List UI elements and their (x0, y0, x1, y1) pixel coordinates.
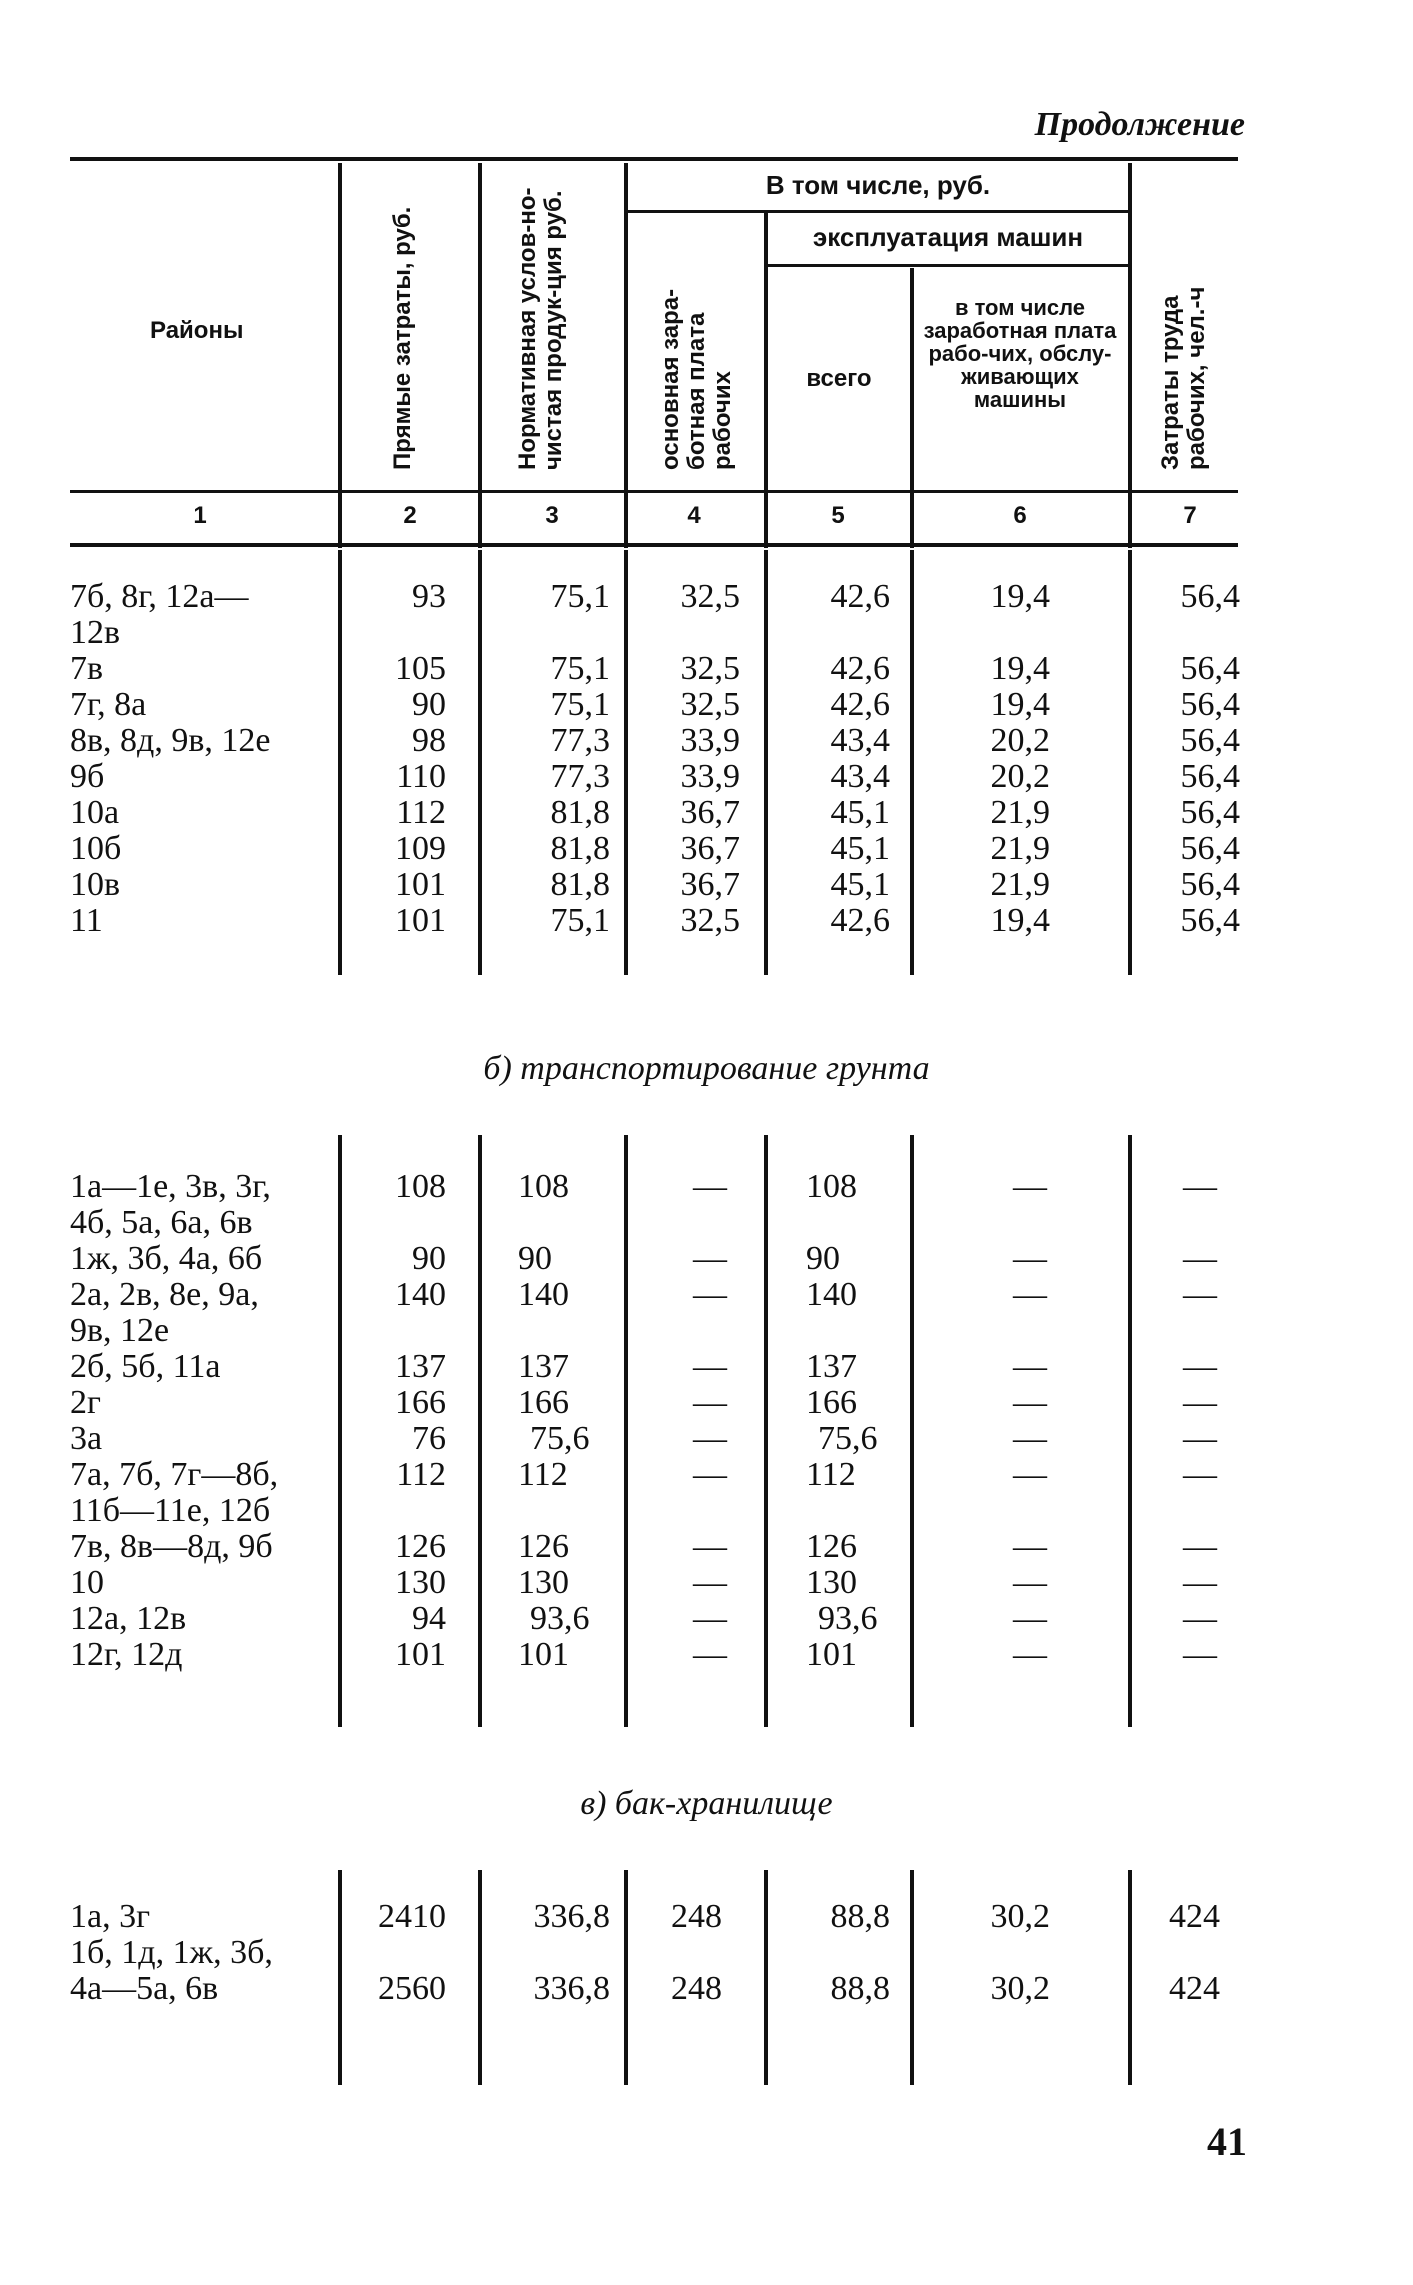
dash-cell: — (1183, 1384, 1217, 1421)
direct-costs-cell: 76 (412, 1420, 446, 1457)
normative-cell: 77,3 (550, 758, 610, 795)
colnum-bottom-rule (70, 543, 1238, 547)
colnum-2: 2 (403, 502, 417, 529)
labor-cell: 56,4 (1180, 758, 1240, 795)
direct-costs-cell: 98 (412, 722, 446, 759)
labor-cell: 56,4 (1180, 866, 1240, 903)
base-wage-cell: 32,5 (680, 650, 740, 687)
section-b-title: б) транспортирование грунта (483, 1050, 930, 1087)
header-districts: Районы (150, 317, 244, 344)
direct-costs-cell: 101 (395, 1636, 446, 1673)
direct-costs-cell: 108 (395, 1168, 446, 1205)
district-cell: 1а, 3г (70, 1898, 151, 1935)
base-wage-cell: 36,7 (680, 866, 740, 903)
machines-total-cell: 43,4 (830, 722, 890, 759)
labor-cell: 56,4 (1180, 830, 1240, 867)
section-c-title: в) бак-хранилище (580, 1785, 833, 1822)
dash-cell: — (1183, 1456, 1217, 1493)
direct-costs-cell: 90 (412, 686, 446, 723)
direct-costs-cell: 137 (395, 1348, 446, 1385)
header-vline-2 (478, 163, 482, 548)
table-row (0, 1564, 1413, 1600)
header-direct-costs: Прямые затраты, руб. (389, 206, 416, 470)
dash-cell: — (1183, 1600, 1217, 1637)
table-row (0, 1240, 1413, 1276)
base-wage-cell: 32,5 (680, 902, 740, 939)
machines-total-cell: 137 (806, 1348, 857, 1385)
direct-costs-cell: 126 (395, 1528, 446, 1565)
header-vline-6 (1128, 163, 1132, 548)
direct-costs-cell: 101 (395, 902, 446, 939)
colnum-4: 4 (687, 502, 701, 529)
dash-cell: — (1183, 1276, 1217, 1313)
colnum-1: 1 (193, 502, 207, 529)
machines-wage-cell: 19,4 (990, 686, 1050, 723)
machines-total-cell: 88,8 (830, 1970, 890, 2007)
header-bottom-rule (70, 490, 1238, 493)
machines-total-cell: 166 (806, 1384, 857, 1421)
direct-costs-cell: 140 (395, 1276, 446, 1313)
normative-cell: 81,8 (550, 794, 610, 831)
labor-cell: 56,4 (1180, 686, 1240, 723)
district-cell: 11б—11е, 12б (70, 1492, 271, 1529)
header-vline-5 (910, 268, 914, 548)
header-labor-costs: Затраты труда рабочих, чел.-ч (1157, 286, 1210, 470)
machines-total-cell: 90 (806, 1240, 840, 1277)
district-cell: 9в, 12е (70, 1312, 170, 1349)
dash-cell: — (693, 1600, 727, 1637)
page-number: 41 (1207, 2119, 1247, 2164)
normative-cell: 130 (518, 1564, 569, 1601)
machines-subrule (768, 264, 1128, 267)
dash-cell: — (1183, 1240, 1217, 1277)
district-cell: 1б, 1д, 1ж, 3б, (70, 1934, 273, 1971)
base-wage-cell: 33,9 (680, 722, 740, 759)
table-row (0, 1898, 1413, 1934)
base-wage-cell: 36,7 (680, 794, 740, 831)
labor-cell: 424 (1169, 1970, 1220, 2007)
direct-costs-cell: 101 (395, 866, 446, 903)
machines-wage-cell: 21,9 (990, 830, 1050, 867)
machines-total-cell: 45,1 (830, 830, 890, 867)
normative-cell: 140 (518, 1276, 569, 1313)
labor-cell: 56,4 (1180, 794, 1240, 831)
district-cell: 11 (70, 902, 103, 939)
header-base-wage: основная зара-ботная плата рабочих (657, 288, 736, 470)
colnum-3: 3 (545, 502, 559, 529)
continuation-label: Продолжение (1034, 106, 1245, 143)
dash-cell: — (1013, 1528, 1047, 1565)
district-cell: 2г (70, 1384, 101, 1421)
direct-costs-cell: 166 (395, 1384, 446, 1421)
header-machine-operation: эксплуатация машин (812, 222, 1084, 252)
dash-cell: — (1013, 1420, 1047, 1457)
base-wage-cell: 32,5 (680, 578, 740, 615)
dash-cell: — (1183, 1348, 1217, 1385)
normative-cell: 93,6 (530, 1600, 590, 1637)
district-cell: 12а, 12в (70, 1600, 187, 1637)
machines-total-cell: 42,6 (830, 650, 890, 687)
normative-cell: 336,8 (533, 1898, 610, 1935)
table-row-continuation (0, 1312, 1413, 1348)
direct-costs-cell: 90 (412, 1240, 446, 1277)
direct-costs-cell: 2560 (378, 1970, 446, 2007)
machines-wage-cell: 20,2 (990, 758, 1050, 795)
table-row (0, 794, 1413, 830)
machines-wage-cell: 19,4 (990, 650, 1050, 687)
table-top-rule (70, 157, 1238, 161)
header-normative-product: Нормативная услов-но-чистая продук-ция руб. (514, 187, 567, 470)
table-row (0, 1420, 1413, 1456)
machines-total-cell: 45,1 (830, 794, 890, 831)
district-cell: 12г, 12д (70, 1636, 183, 1673)
table-row (0, 902, 1413, 938)
dash-cell: — (693, 1456, 727, 1493)
district-cell: 10 (70, 1564, 104, 1601)
dash-cell: — (693, 1168, 727, 1205)
table-row (0, 1168, 1413, 1204)
district-cell: 10в (70, 866, 121, 903)
table-row (0, 1600, 1413, 1636)
table-row (0, 722, 1413, 758)
normative-cell: 75,1 (550, 902, 610, 939)
dash-cell: — (693, 1636, 727, 1673)
dash-cell: — (1013, 1456, 1047, 1493)
machines-total-cell: 93,6 (818, 1600, 878, 1637)
table-row (0, 686, 1413, 722)
dash-cell: — (1013, 1348, 1047, 1385)
labor-cell: 56,4 (1180, 578, 1240, 615)
direct-costs-cell: 110 (396, 758, 446, 795)
dash-cell: — (1183, 1420, 1217, 1457)
table-row-continuation (0, 614, 1413, 650)
base-wage-cell: 33,9 (680, 758, 740, 795)
district-cell: 4а—5а, 6в (70, 1970, 219, 2007)
machines-total-cell: 45,1 (830, 866, 890, 903)
district-cell: 8в, 8д, 9в, 12е (70, 722, 271, 759)
district-cell: 2б, 5б, 11а (70, 1348, 221, 1385)
machines-total-cell: 108 (806, 1168, 857, 1205)
direct-costs-cell: 2410 (378, 1898, 446, 1935)
machines-total-cell: 88,8 (830, 1898, 890, 1935)
table-row (0, 1636, 1413, 1672)
machines-wage-cell: 19,4 (990, 578, 1050, 615)
direct-costs-cell: 112 (396, 1456, 446, 1493)
machines-wage-cell: 19,4 (990, 902, 1050, 939)
district-cell: 7г, 8а (70, 686, 147, 723)
machines-wage-cell: 21,9 (990, 866, 1050, 903)
machines-total-cell: 112 (806, 1456, 856, 1493)
district-cell: 7в, 8в—8д, 9б (70, 1528, 273, 1565)
dash-cell: — (1013, 1384, 1047, 1421)
machines-total-cell: 126 (806, 1528, 857, 1565)
normative-cell: 75,6 (530, 1420, 590, 1457)
table-row (0, 1348, 1413, 1384)
district-cell: 3а (70, 1420, 103, 1457)
base-wage-cell: 248 (671, 1970, 722, 2007)
district-cell: 1а—1е, 3в, 3г, (70, 1168, 271, 1205)
machines-wage-cell: 30,2 (990, 1898, 1050, 1935)
machines-total-cell: 42,6 (830, 578, 890, 615)
table-row (0, 758, 1413, 794)
normative-cell: 166 (518, 1384, 569, 1421)
dash-cell: — (1013, 1276, 1047, 1313)
dash-cell: — (1013, 1240, 1047, 1277)
dash-cell: — (1183, 1168, 1217, 1205)
dash-cell: — (693, 1528, 727, 1565)
dash-cell: — (1013, 1636, 1047, 1673)
machines-total-cell: 130 (806, 1564, 857, 1601)
table-row (0, 1528, 1413, 1564)
dash-cell: — (1183, 1564, 1217, 1601)
colnum-5: 5 (831, 502, 845, 529)
table-row (0, 866, 1413, 902)
district-cell: 2а, 2в, 8е, 9а, (70, 1276, 259, 1313)
machines-total-cell: 101 (806, 1636, 857, 1673)
machines-total-cell: 42,6 (830, 686, 890, 723)
header-total: всего (806, 365, 872, 392)
dash-cell: — (693, 1276, 727, 1313)
district-cell: 10а (70, 794, 120, 831)
direct-costs-cell: 109 (395, 830, 446, 867)
base-wage-cell: 36,7 (680, 830, 740, 867)
normative-cell: 126 (518, 1528, 569, 1565)
labor-cell: 56,4 (1180, 650, 1240, 687)
table-row (0, 1384, 1413, 1420)
direct-costs-cell: 94 (412, 1600, 446, 1637)
dash-cell: — (1013, 1600, 1047, 1637)
table-row-continuation (0, 1204, 1413, 1240)
dash-cell: — (1013, 1564, 1047, 1601)
including-subrule (628, 210, 1128, 213)
table-row (0, 830, 1413, 866)
table-row (0, 1456, 1413, 1492)
dash-cell: — (1183, 1528, 1217, 1565)
dash-cell: — (693, 1348, 727, 1385)
district-cell: 1ж, 3б, 4а, 6б (70, 1240, 263, 1277)
machines-total-cell: 140 (806, 1276, 857, 1313)
table-row (0, 1970, 1413, 2006)
district-cell: 10б (70, 830, 122, 867)
normative-cell: 75,1 (550, 650, 610, 687)
colnum-7: 7 (1183, 502, 1197, 529)
normative-cell: 81,8 (550, 866, 610, 903)
table-row (0, 650, 1413, 686)
header-vline-1 (338, 163, 342, 548)
table-row (0, 578, 1413, 614)
labor-cell: 424 (1169, 1898, 1220, 1935)
header-vline-3 (624, 163, 628, 548)
base-wage-cell: 32,5 (680, 686, 740, 723)
normative-cell: 75,1 (550, 686, 610, 723)
dash-cell: — (693, 1564, 727, 1601)
dash-cell: — (693, 1240, 727, 1277)
district-cell: 7б, 8г, 12а— (70, 578, 249, 615)
colnum-6: 6 (1013, 502, 1027, 529)
district-cell: 7в (70, 650, 104, 687)
labor-cell: 56,4 (1180, 722, 1240, 759)
normative-cell: 77,3 (550, 722, 610, 759)
labor-cell: 56,4 (1180, 902, 1240, 939)
table-row-continuation (0, 1492, 1413, 1528)
machines-total-cell: 43,4 (830, 758, 890, 795)
machines-total-cell: 75,6 (818, 1420, 878, 1457)
normative-cell: 101 (518, 1636, 569, 1673)
direct-costs-cell: 105 (395, 650, 446, 687)
direct-costs-cell: 130 (395, 1564, 446, 1601)
header-wage-machine: в том числе заработная плата рабо-чих, обслу-живающих машины (923, 295, 1117, 412)
normative-cell: 90 (518, 1240, 552, 1277)
direct-costs-cell: 93 (412, 578, 446, 615)
district-cell: 9б (70, 758, 105, 795)
direct-costs-cell: 112 (396, 794, 446, 831)
base-wage-cell: 248 (671, 1898, 722, 1935)
dash-cell: — (693, 1384, 727, 1421)
dash-cell: — (693, 1420, 727, 1457)
machines-wage-cell: 20,2 (990, 722, 1050, 759)
district-cell: 12в (70, 614, 121, 651)
district-cell: 4б, 5а, 6а, 6в (70, 1204, 253, 1241)
machines-wage-cell: 21,9 (990, 794, 1050, 831)
table-row-continuation (0, 1934, 1413, 1970)
normative-cell: 81,8 (550, 830, 610, 867)
machines-wage-cell: 30,2 (990, 1970, 1050, 2007)
machines-total-cell: 42,6 (830, 902, 890, 939)
dash-cell: — (1183, 1636, 1217, 1673)
normative-cell: 75,1 (550, 578, 610, 615)
district-cell: 7а, 7б, 7г—8б, (70, 1456, 279, 1493)
dash-cell: — (1013, 1168, 1047, 1205)
normative-cell: 336,8 (533, 1970, 610, 2007)
header-including-rub: В том числе, руб. (765, 170, 991, 200)
normative-cell: 137 (518, 1348, 569, 1385)
normative-cell: 112 (518, 1456, 568, 1493)
normative-cell: 108 (518, 1168, 569, 1205)
table-row (0, 1276, 1413, 1312)
